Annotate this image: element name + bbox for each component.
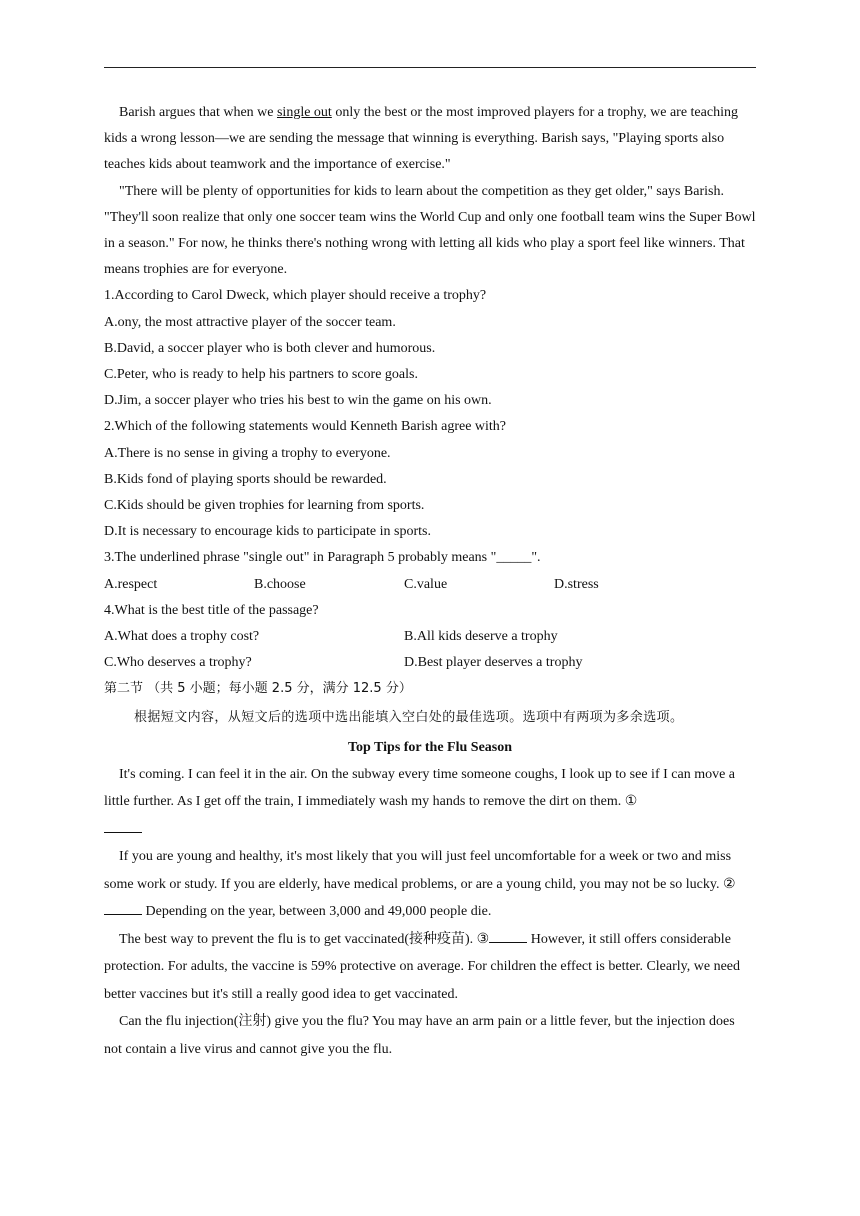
answer-option[interactable]: B.choose xyxy=(254,576,306,592)
answer-option[interactable]: B.Kids fond of playing sports should be rewarded. xyxy=(104,471,387,487)
answer-option[interactable]: B.All kids deserve a trophy xyxy=(404,629,558,645)
passage-paragraph: Barish argues that when we single out only the best or the most improved players for a trophy, we are teaching kids a wrong lesson—we are sending the message that winning is everything. Barish says, "Playing sports also teaches kids about teamwork and the importance of exercise." xyxy=(104,105,738,173)
question-1 xyxy=(104,283,756,414)
answer-option[interactable]: B.David, a soccer player who is both clever and humorous. xyxy=(104,340,436,356)
answer-option[interactable]: C.Who deserves a trophy? xyxy=(104,655,252,671)
answer-options-row xyxy=(104,650,756,676)
answer-option[interactable]: A.There is no sense in giving a trophy to everyone. xyxy=(104,445,391,461)
question-stem: 3.The underlined phrase "single out" in Paragraph 5 probably means "_____". xyxy=(104,550,541,566)
answer-blank-1[interactable] xyxy=(104,820,142,833)
answer-option[interactable]: A.What does a trophy cost? xyxy=(104,629,260,645)
answer-option[interactable]: D.Jim, a soccer player who tries his best to win the game on his own. xyxy=(104,393,492,409)
answer-blank-2[interactable] xyxy=(104,902,142,915)
answer-option[interactable]: C.value xyxy=(404,576,448,592)
passage-paragraph: It's coming. I can feel it in the air. On the subway every time someone coughs, I look up to see if I can move a little further. As I get off the train, I immediately wash my hands to remove the dirt on them. ① xyxy=(104,761,756,844)
section-heading: 第二节 （共 5 小题；每小题 2.5 分，满分 12.5 分） xyxy=(104,681,412,697)
section-instruction: 根据短文内容，从短文后的选项中选出能填入空白处的最佳选项。选项中有两项为多余选项。 xyxy=(134,709,684,725)
answer-option[interactable]: D.stress xyxy=(554,576,599,592)
document-page xyxy=(104,100,756,1063)
question-2 xyxy=(104,414,756,545)
answer-option[interactable]: A.ony, the most attractive player of the soccer team. xyxy=(104,314,396,330)
passage-paragraph: "There will be plenty of opportunities for kids to learn about the competition as they get older," says Barish. "They'll soon realize that only one soccer team wins the World Cup and only one football team wins the Super Bowl in a season." For now, he thinks there's nothing wrong with letting all kids who play a sport feel like winners. That means trophies are for everyone. xyxy=(104,183,756,278)
question-stem: 1.According to Carol Dweck, which player should receive a trophy? xyxy=(104,288,487,304)
answer-options-row xyxy=(104,572,756,598)
question-4 xyxy=(104,598,756,677)
answer-option[interactable]: C.Peter, who is ready to help his partners to score goals. xyxy=(104,367,418,383)
answer-option[interactable]: D.It is necessary to encourage kids to participate in sports. xyxy=(104,524,431,540)
question-stem: 4.What is the best title of the passage? xyxy=(104,602,319,618)
answer-option[interactable]: A.respect xyxy=(104,576,158,592)
answer-options-row xyxy=(104,624,756,650)
answer-blank-3[interactable] xyxy=(489,930,527,943)
answer-option[interactable]: C.Kids should be given trophies for learning from sports. xyxy=(104,498,425,514)
passage-paragraph: The best way to prevent the flu is to get vaccinated(接种疫苗). ③ However, it still offers considerable protection. For adults, the vaccine is 59% protective on average. For children the effect is better. Clearly, we need better vaccines but it's still a really good idea to get vaccinated. xyxy=(104,931,740,1002)
question-3 xyxy=(104,545,756,597)
passage-paragraph: Can the flu injection(注射) give you the flu? You may have an arm pain or a little fever, but the injection does not contain a live virus and cannot give you the flu. xyxy=(104,1014,735,1057)
header-rule xyxy=(104,67,756,68)
answer-option[interactable]: D.Best player deserves a trophy xyxy=(404,655,583,671)
passage-title: Top Tips for the Flu Season xyxy=(347,739,513,755)
underlined-phrase: single out xyxy=(276,105,332,120)
question-stem: 2.Which of the following statements would Kenneth Barish agree with? xyxy=(104,419,507,435)
passage-paragraph: If you are young and healthy, it's most likely that you will just feel uncomfortable for a week or two and miss some work or study. If you are elderly, have medical problems, or are a young child, you may not be so lucky. ② Depending on the year, between 3,000 and 49,000 people die. xyxy=(104,849,736,920)
